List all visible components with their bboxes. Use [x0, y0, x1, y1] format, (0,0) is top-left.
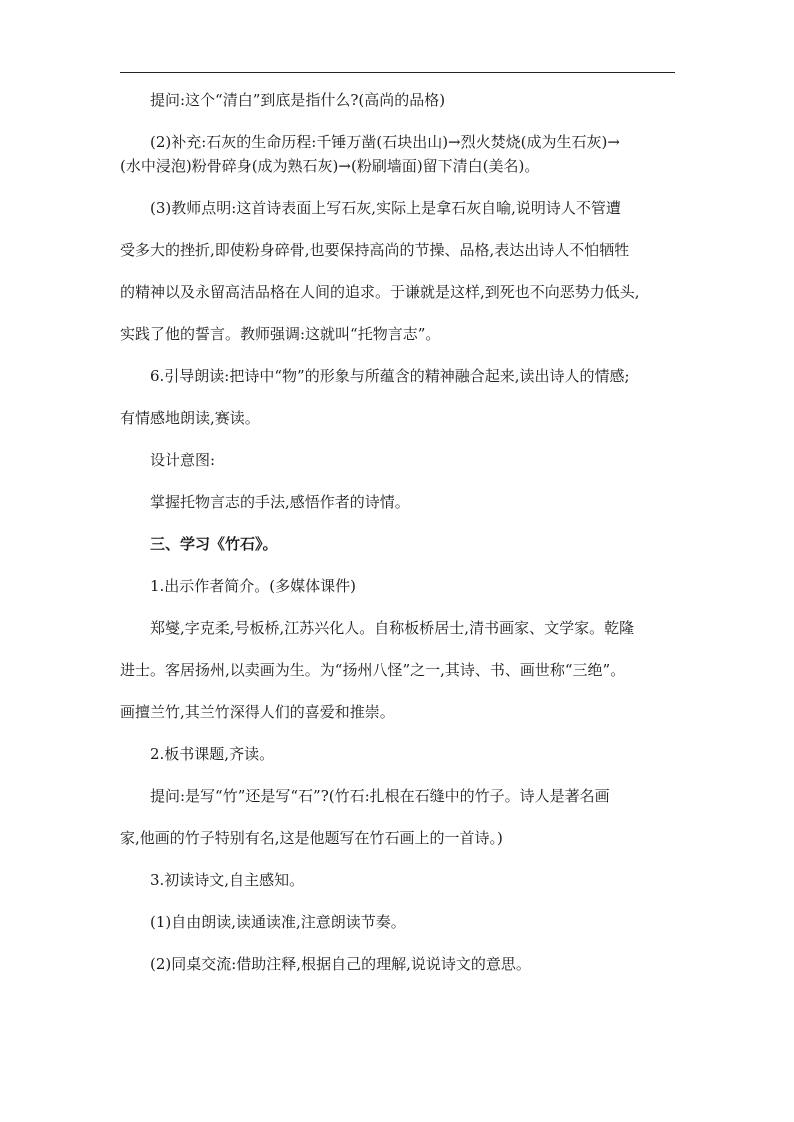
paragraph-line: (1)自由朗读,读通读准,注意朗读节奏。: [150, 913, 406, 931]
paragraph-line: 设计意图:: [150, 451, 216, 469]
paragraph-line: 进士。客居扬州,以卖画为生。为“扬州八怪”之一,其诗、书、画世称“三绝”。: [120, 661, 626, 679]
section-heading: 三、学习《竹石》。: [150, 535, 278, 553]
paragraph-line: 有情感地朗读,赛读。: [120, 409, 260, 427]
paragraph-line: (3)教师点明:这首诗表面上写石灰,实际上是拿石灰自喻,说明诗人不管遭: [150, 199, 621, 217]
paragraph-line: (2)补充:石灰的生命历程:千锤万凿(石块出山)→烈火焚烧(成为生石灰)→: [150, 133, 620, 151]
paragraph-line: 实践了他的誓言。教师强调:这就叫“托物言志”。: [120, 325, 441, 343]
paragraph-line: 画擅兰竹,其兰竹深得人们的喜爱和推崇。: [120, 703, 395, 721]
paragraph-line: 郑燮,字克柔,号板桥,江苏兴化人。自称板桥居士,清书画家、文学家。乾隆: [150, 619, 635, 637]
paragraph-line: 提问:是写“竹”还是写“石”?(竹石:扎根在石缝中的竹子。诗人是著名画: [150, 787, 610, 805]
paragraph-line: (水中浸泡)粉骨碎身(成为熟石灰)→(粉刷墙面)留下清白(美名)。: [120, 157, 540, 175]
paragraph-line: 掌握托物言志的手法,感悟作者的诗情。: [150, 493, 410, 511]
paragraph-line: 3.初读诗文,自主感知。: [150, 871, 305, 889]
paragraph-line: 受多大的挫折,即使粉身碎骨,也要保持高尚的节操、品格,表达出诗人不怕牺牲: [120, 241, 630, 259]
paragraph-line: 提问:这个“清白”到底是指什么?(高尚的品格): [150, 91, 446, 109]
header-rule: [120, 72, 675, 73]
document-body: [120, 88, 680, 976]
paragraph-line: 6.引导朗读:把诗中“物”的形象与所蕴含的精神融合起来,读出诗人的情感;: [150, 367, 630, 385]
paragraph-line: (2)同桌交流:借助注释,根据自己的理解,说说诗文的意思。: [150, 955, 531, 973]
paragraph-line: 1.出示作者简介。(多媒体课件): [150, 577, 357, 595]
paragraph-line: 家,他画的竹子特别有名,这是他题写在竹石画上的一首诗。): [120, 829, 503, 847]
paragraph-line: 2.板书课题,齐读。: [150, 745, 275, 763]
paragraph-line: 的精神以及永留高洁品格在人间的追求。于谦就是这样,到死也不向恶势力低头,: [120, 283, 640, 301]
